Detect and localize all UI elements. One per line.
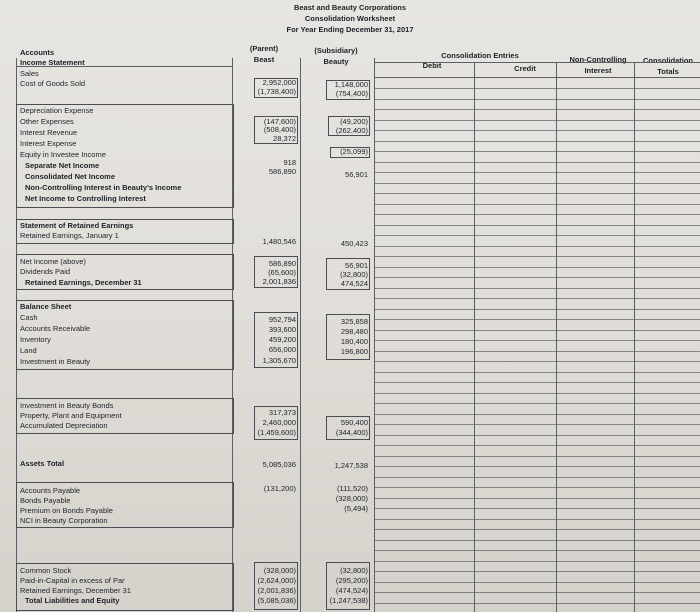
grid-line — [374, 582, 700, 583]
grid-line — [374, 561, 700, 562]
bonds-inv-parent: 317,373 — [268, 408, 296, 417]
equity-parent: 918 — [283, 158, 296, 167]
re-jan1-subsidiary: 450,423 — [340, 239, 368, 248]
dep-parent: (147,600) — [263, 117, 296, 126]
cell-box — [326, 562, 370, 610]
accounts-header: Accounts — [20, 48, 55, 57]
cell-box — [326, 314, 370, 360]
grid-line — [374, 529, 700, 530]
assets-total-label: Assets Total — [20, 459, 65, 468]
nci-header-2: Interest — [584, 66, 612, 75]
grid-line — [374, 109, 700, 110]
ppe-parent: 2,460,000 — [262, 418, 296, 427]
dep-subsidiary: (49,200) — [340, 117, 368, 126]
credit-header: Credit — [514, 64, 536, 73]
other-exp-parent: (508,400) — [263, 125, 296, 134]
accum-dep-subsidiary: (344,400) — [335, 428, 368, 437]
grid-line — [374, 592, 700, 593]
ppe-subsidiary: 590,400 — [340, 418, 368, 427]
cell-box — [16, 254, 234, 290]
grid-line — [374, 540, 700, 541]
dividends-label: Dividends Paid — [20, 267, 71, 276]
cell-box — [254, 256, 298, 288]
grid-line — [374, 351, 700, 352]
grid-line — [374, 204, 700, 205]
inventory-label: Inventory — [20, 335, 51, 344]
ni-above-label: Net Income (above) — [20, 257, 86, 266]
assets-total-subsidiary: 1,247,538 — [334, 461, 368, 470]
grid-line — [374, 372, 700, 373]
apic-subsidiary: (295,200) — [335, 576, 368, 585]
grid-line — [300, 58, 301, 612]
re-bs-parent: (2,001,836) — [257, 586, 296, 595]
inv-beauty-label: Investment in Beauty — [20, 357, 91, 366]
cell-box — [16, 398, 234, 434]
re-bs-subsidiary: (474,524) — [335, 586, 368, 595]
inventory-parent: 459,200 — [268, 335, 296, 344]
ctrl-ni-label: Net Income to Controlling Interest — [25, 194, 146, 203]
cell-box — [254, 562, 298, 610]
totals-header-1: Consolidation — [643, 56, 693, 65]
grid-line — [374, 141, 700, 142]
equity-income-label: Equity in Investee Income — [20, 150, 106, 159]
cell-box — [16, 300, 234, 370]
grid-line — [374, 477, 700, 478]
parent-tag: (Parent) — [249, 44, 279, 53]
cogs-label: Cost of Goods Sold — [20, 79, 86, 88]
income-statement-heading: Income Statement — [20, 58, 85, 67]
grid-line — [374, 88, 700, 89]
dep-label: Depreciation Expense — [20, 106, 94, 115]
grid-line — [374, 519, 700, 520]
grid-line — [374, 62, 700, 63]
grid-line — [374, 183, 700, 184]
nci-income-label: Non-Controlling Interest in Beauty's Income — [25, 183, 182, 192]
cell-box — [326, 416, 370, 440]
sep-ni-label: Separate Net Income — [25, 161, 100, 170]
grid-line — [374, 225, 700, 226]
grid-line — [374, 256, 700, 257]
sep-ni-parent: 586,890 — [268, 167, 296, 176]
sales-parent: 2,952,000 — [262, 78, 296, 87]
ar-parent: 393,600 — [268, 325, 296, 334]
tle-label: Total Liabilities and Equity — [25, 596, 120, 605]
int-rev-label: Interest Revenue — [20, 128, 78, 137]
grid-line — [374, 130, 700, 131]
grid-line — [374, 298, 700, 299]
re-dec31-parent: 2,001,836 — [262, 277, 296, 286]
land-label: Land — [20, 346, 37, 355]
cash-parent: 952,794 — [268, 315, 296, 324]
re-jan1-label: Retained Earnings, January 1 — [20, 231, 119, 240]
ap-parent: (131,200) — [263, 484, 296, 493]
ni-above-subsidiary: 56,901 — [345, 261, 368, 270]
grid-line — [374, 456, 700, 457]
ppe-label: Property, Plant and Equipment — [20, 411, 122, 420]
grid-line — [374, 445, 700, 446]
assets-total-parent: 5,085,036 — [262, 460, 296, 469]
grid-line — [374, 151, 700, 152]
grid-line — [374, 403, 700, 404]
int-exp-subsidiary: (25,099) — [340, 147, 368, 156]
worksheet-title: Consolidation Worksheet — [304, 14, 396, 23]
totals-header-2: Totals — [657, 67, 679, 76]
re-jan1-parent: 1,480,546 — [262, 237, 296, 246]
grid-line — [374, 340, 700, 341]
cogs-parent: (1,738,400) — [257, 87, 296, 96]
cell-box — [16, 563, 234, 611]
ar-label: Accounts Receivable — [20, 324, 91, 333]
grid-line — [374, 382, 700, 383]
grid-line — [374, 214, 700, 215]
grid-line — [374, 487, 700, 488]
apic-parent: (2,624,000) — [257, 576, 296, 585]
balance-heading: Balance Sheet — [20, 302, 72, 311]
cash-subsidiary: 325,858 — [340, 317, 368, 326]
dividends-parent: (65,600) — [268, 268, 296, 277]
land-subsidiary: 196,800 — [340, 347, 368, 356]
common-stock-label: Common Stock — [20, 566, 72, 575]
grid-line — [374, 120, 700, 121]
cell-box — [16, 219, 234, 244]
grid-line — [374, 435, 700, 436]
tle-subsidiary: (1,247,538) — [329, 596, 368, 605]
int-exp-label: Interest Expense — [20, 139, 77, 148]
land-parent: 656,000 — [268, 345, 296, 354]
grid-line — [374, 424, 700, 425]
grid-line — [374, 172, 700, 173]
apic-label: Paid-in-Capital in excess of Par — [20, 576, 125, 585]
grid-line — [374, 267, 700, 268]
cell-box — [16, 104, 234, 208]
grid-line — [374, 162, 700, 163]
bonds-payable-label: Bonds Payable — [20, 496, 71, 505]
period-title: For Year Ending December 31, 2017 — [286, 25, 414, 34]
cash-label: Cash — [20, 313, 38, 322]
nci-beauty-label: NCI in Beauty Corporation — [20, 516, 108, 525]
re-bs-label: Retained Earnings, December 31 — [20, 586, 131, 595]
grid-line — [374, 246, 700, 247]
cell-box — [16, 482, 234, 528]
grid-line — [374, 330, 700, 331]
grid-line — [374, 235, 700, 236]
re-dec31-label: Retained Earnings, December 31 — [25, 278, 142, 287]
re-dec31-subsidiary: 474,524 — [340, 279, 368, 288]
tle-parent: (5,085,036) — [257, 596, 296, 605]
parent-name: Beast — [253, 55, 275, 64]
premium-subsidiary: (5,494) — [344, 504, 368, 513]
ap-label: Accounts Payable — [20, 486, 81, 495]
dividends-subsidiary: (32,800) — [340, 270, 368, 279]
common-stock-parent: (328,000) — [263, 566, 296, 575]
grid-line — [374, 319, 700, 320]
bonds-inv-label: Investment in Beauty Bonds — [20, 401, 114, 410]
grid-line — [374, 277, 700, 278]
int-rev-parent: 28,372 — [273, 134, 296, 143]
grid-line — [374, 309, 700, 310]
grid-line — [374, 288, 700, 289]
sales-subsidiary: 1,148,000 — [334, 80, 368, 89]
premium-label: Premium on Bonds Payable — [20, 506, 113, 515]
grid-line — [374, 193, 700, 194]
other-exp-subsidiary: (262,400) — [335, 126, 368, 135]
bonds-payable-subsidiary: (328,000) — [335, 494, 368, 503]
inventory-subsidiary: 180,400 — [340, 337, 368, 346]
company-title: Beast and Beauty Corporations — [293, 3, 407, 12]
inv-beauty-parent: 1,305,670 — [262, 356, 296, 365]
entries-header: Consolidation Entries — [441, 51, 519, 60]
grid-line — [374, 508, 700, 509]
accum-dep-parent: (1,459,600) — [257, 428, 296, 437]
sales-label: Sales — [20, 69, 39, 78]
grid-line — [374, 466, 700, 467]
subsidiary-name: Beauty — [323, 57, 349, 66]
subsidiary-tag: (Subsidiary) — [314, 46, 358, 55]
grid-line — [374, 550, 700, 551]
common-stock-subsidiary: (32,800) — [340, 566, 368, 575]
grid-line — [374, 77, 700, 78]
cell-box — [254, 406, 298, 440]
cons-ni-label: Consolidated Net Income — [25, 172, 116, 181]
grid-line — [374, 498, 700, 499]
grid-line — [374, 414, 700, 415]
sep-ni-subsidiary: 56,901 — [345, 170, 368, 179]
cell-box — [326, 258, 370, 290]
grid-line — [374, 361, 700, 362]
ap-subsidiary: (111,520) — [337, 484, 368, 493]
accum-dep-label: Accumulated Depreciation — [20, 421, 108, 430]
other-exp-label: Other Expenses — [20, 117, 74, 126]
debit-header: Debit — [422, 61, 442, 70]
grid-line — [374, 571, 700, 572]
grid-line — [374, 99, 700, 100]
cogs-subsidiary: (754,400) — [335, 89, 368, 98]
retained-heading: Statement of Retained Earnings — [20, 221, 134, 230]
ni-above-parent: 586,890 — [268, 259, 296, 268]
cell-box — [254, 312, 298, 368]
nci-header-1: Non-Controlling — [569, 55, 627, 64]
ar-subsidiary: 298,480 — [340, 327, 368, 336]
grid-line — [374, 603, 700, 604]
grid-line — [374, 393, 700, 394]
